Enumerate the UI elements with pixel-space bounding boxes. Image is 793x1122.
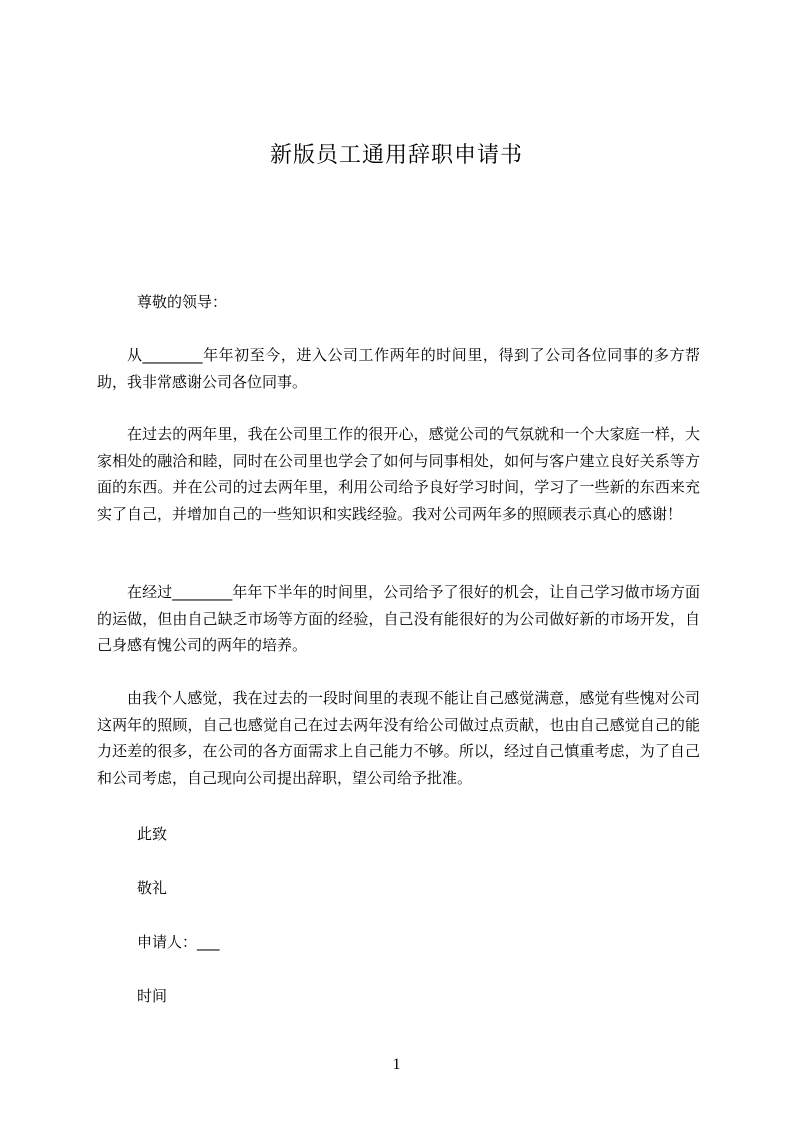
- paragraph-1: 从________年年初至今，进入公司工作两年的时间里，得到了公司各位同事的多方帮助，我非常感谢公司各位同事。: [97, 346, 700, 391]
- page-number: 1: [392, 1056, 401, 1073]
- paragraph-3: 在经过________年年下半年的时间里，公司给予了很好的机会，让自己学习做市场方面的运做，但由自己缺乏市场等方面的经验，自己没有能很好的为公司做好新的市场开发，自己身感有愧公司的两年的培养。: [97, 583, 700, 654]
- closing-respectfully: 此致: [137, 825, 168, 843]
- document-title: 新版员工通用辞职申请书: [269, 143, 523, 168]
- applicant-line: 申请人：___: [137, 933, 220, 951]
- closing-salute: 敬礼: [137, 879, 168, 897]
- salutation: 尊敬的领导：: [137, 293, 228, 311]
- time-line: 时间: [137, 987, 168, 1005]
- paragraph-4: 由我个人感觉，我在过去的一段时间里的表现不能让自己感觉满意，感觉有些愧对公司这两年的照顾，自己也感觉自己在过去两年没有给公司做过点贡献，也由自己感觉自己的能力还差的很多，在公司的各方面需求上自己能力不够。所以，经过自己慎重考虑，为了自己和公司考虑，自己现向公司提出辞职，望公司给予批准。: [97, 689, 700, 787]
- paragraph-2: 在过去的两年里，我在公司里工作的很开心，感觉公司的气氛就和一个大家庭一样，大家相处的融洽和睦，同时在公司里也学会了如何与同事相处，如何与客户建立良好关系等方面的东西。并在公司的过去两年里，利用公司给予良好学习时间，学习了一些新的东西来充实了自己，并增加自己的一些知识和实践经验。我对公司两年多的照顾表示真心的感谢！: [97, 425, 700, 523]
